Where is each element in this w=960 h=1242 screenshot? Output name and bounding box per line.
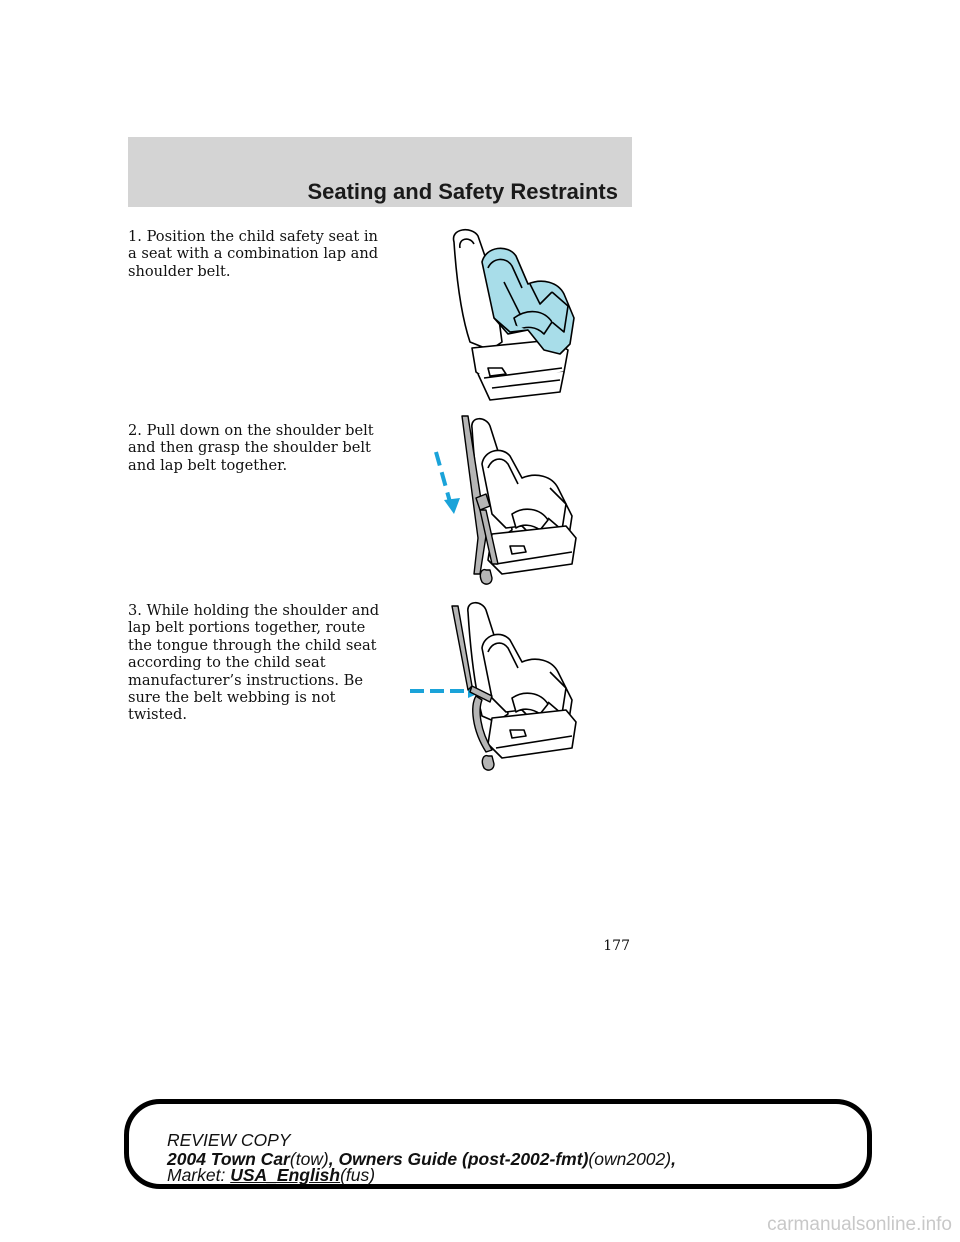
step-3-text: 3. While holding the shoulder and lap belt portions together, route the tongue through the child seat according to the child seat manufacturer’s instructions. Be sure the belt webbing is not twisted. <box>128 602 380 724</box>
guide-code: (own2002) <box>588 1149 672 1169</box>
step-2-text: 2. Pull down on the shoulder belt and then grasp the shoulder belt and lap belt together. <box>128 422 374 474</box>
page-number: 177 <box>603 938 630 954</box>
review-copy-label: REVIEW COPY <box>167 1130 291 1150</box>
guide-name: Owners Guide (post-2002-fmt) <box>338 1149 589 1169</box>
step-1-text: 1. Position the child safety seat in a seat with a combination lap and shoulder belt. <box>128 228 379 280</box>
child-seat-position-illustration <box>432 222 592 408</box>
pull-shoulder-belt-illustration <box>426 414 592 590</box>
model-code: (tow) <box>289 1149 329 1169</box>
section-header <box>128 137 632 207</box>
review-copy-box <box>124 1099 872 1189</box>
model-name: 2004 Town Car <box>167 1149 290 1169</box>
market-value: USA_English <box>230 1165 341 1185</box>
separator: , <box>328 1149 339 1169</box>
route-belt-tongue-illustration <box>406 600 592 776</box>
review-market-line <box>167 1165 375 1185</box>
watermark: carmanualsonline.info <box>767 1214 952 1235</box>
section-title: Seating and Safety Restraints <box>307 179 618 204</box>
market-label: Market: <box>167 1165 231 1185</box>
market-code: (fus) <box>340 1165 376 1185</box>
trailing-comma: , <box>671 1149 676 1169</box>
